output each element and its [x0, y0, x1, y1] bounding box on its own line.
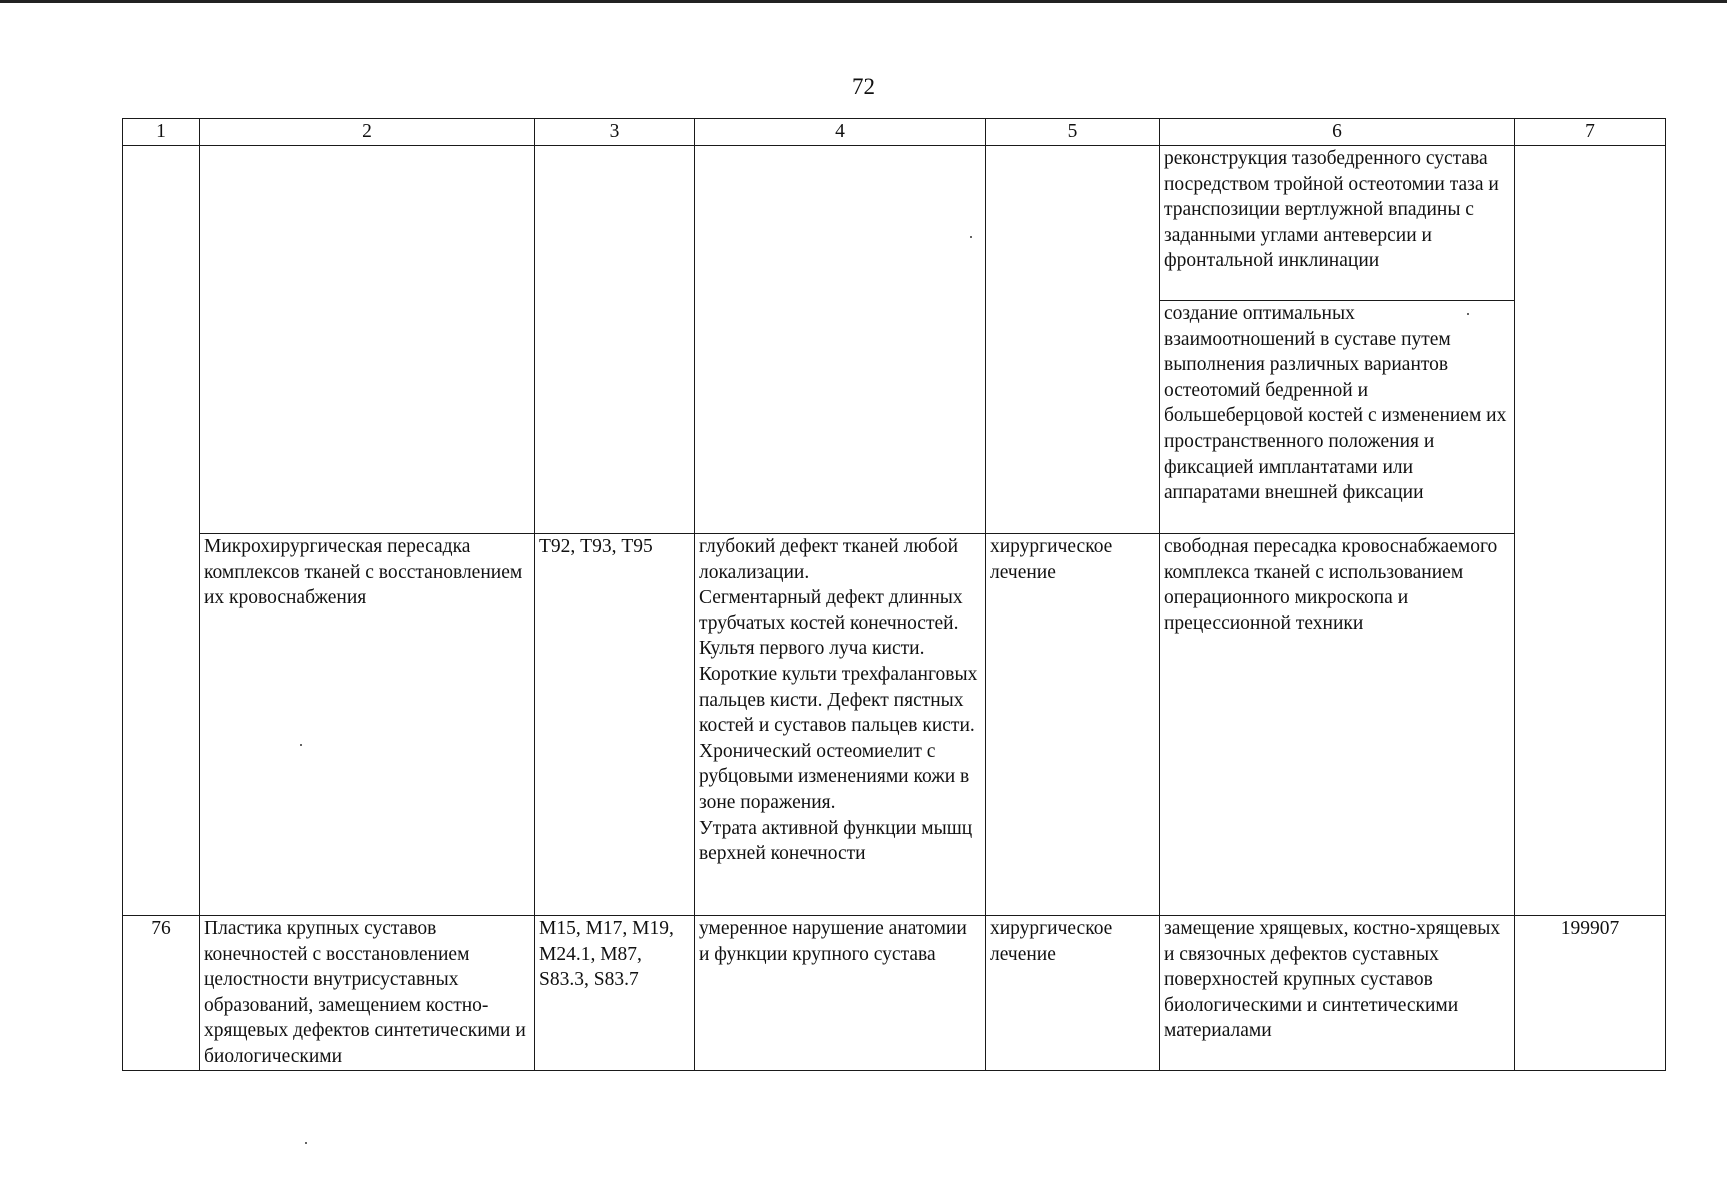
row-name-cell: [200, 146, 535, 534]
patient-model-cell: умеренное нарушение анатомии и функции крупного сустава: [695, 916, 986, 1071]
patient-model-line: Культя первого луча кисти.: [699, 638, 925, 660]
diagnosis-codes-cell: Т92, Т93, Т95: [535, 534, 695, 916]
row-number-cell: 76: [123, 916, 200, 1071]
patient-model-cell: [695, 534, 986, 916]
page-number: 72: [852, 74, 875, 99]
column-header: 3: [535, 119, 695, 146]
patient-model-line: Хронический остеомиелит с рубцовыми изменениями кожи в зоне поражения.: [699, 740, 970, 813]
table-row: [123, 916, 1666, 1071]
row-patient-model-cell: [695, 146, 986, 534]
diagnosis-codes-cell: M15, M17, M19, M24.1, M87, S83.3, S83.7: [535, 916, 695, 1071]
method-cell: создание оптимальных взаимоотношений в суставе путем выполнения различных вариантов остеотомий бедренной и большеберцовой костей с изменением их пространственного положения и фиксацией имплантатами или аппаратами внешней фиксации: [1160, 301, 1515, 534]
service-name-cell: Микрохирургическая пересадка комплексов тканей с восстановлением их кровоснабжения: [200, 534, 535, 916]
table-row: [123, 146, 1666, 301]
page-top-edge: [0, 0, 1727, 3]
treatment-type-cell: хирургическое лечение: [986, 916, 1160, 1071]
column-header: 5: [986, 119, 1160, 146]
scan-speck: [970, 236, 972, 238]
column-header: 1: [123, 119, 200, 146]
table-row: [123, 534, 1666, 916]
patient-model-line: глубокий дефект тканей любой локализации.: [699, 536, 959, 583]
patient-model-line: Утрата активной функции мышц верхней конечности: [699, 817, 973, 865]
column-header: 2: [200, 119, 535, 146]
table-header-row: [123, 119, 1666, 146]
service-name-cell: Пластика крупных суставов конечностей с восстановлением целостности внутрисуставных образований, замещением костно-хрящевых дефектов синтетическими и биологическими: [200, 916, 535, 1071]
method-cell: реконструкция тазобедренного сустава посредством тройной остеотомии таза и транспозиции вертлужной впадины с заданными углами антеверсии и фронтальной инклинации: [1160, 146, 1515, 301]
row-number-cell: [123, 146, 200, 916]
treatment-type-cell: хирургическое лечение: [986, 534, 1160, 916]
row-treatment-cell: [986, 146, 1160, 534]
column-header: 4: [695, 119, 986, 146]
price-cell: 199907: [1515, 916, 1666, 1071]
patient-model-line: Сегментарный дефект длинных трубчатых костей конечностей.: [699, 587, 963, 634]
scan-speck: [1467, 313, 1469, 315]
patient-model-line: Короткие культи трехфаланговых пальцев кисти. Дефект пястных костей и суставов пальцев кисти.: [699, 663, 978, 737]
services-table: [122, 118, 1666, 1071]
column-header: 6: [1160, 119, 1515, 146]
method-cell: свободная пересадка кровоснабжаемого комплекса тканей с использованием операционного микроскопа и прецессионной техники: [1160, 534, 1515, 916]
row-codes-cell: [535, 146, 695, 534]
scan-speck: [300, 744, 302, 746]
row-price-cell: [1515, 146, 1666, 916]
method-cell: замещение хрящевых, костно-хрящевых и связочных дефектов суставных поверхностей крупных суставов биологическими и синтетическими материалами: [1160, 916, 1515, 1071]
column-header: 7: [1515, 119, 1666, 146]
scan-speck: [305, 1142, 307, 1144]
